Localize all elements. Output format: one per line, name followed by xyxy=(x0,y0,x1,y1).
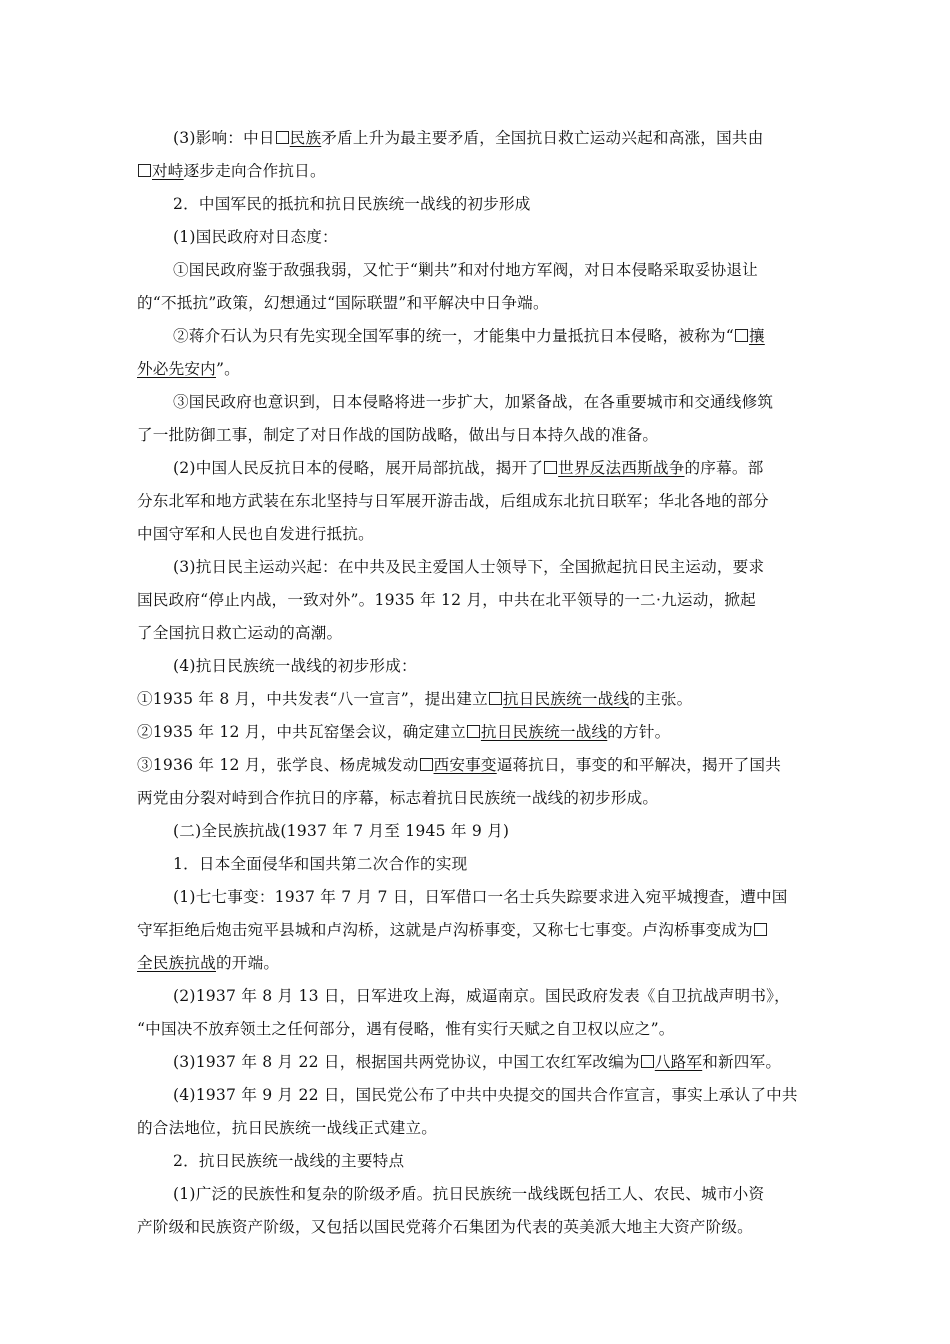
underlined-answer: 西安事变 xyxy=(433,756,497,774)
text-line xyxy=(137,359,813,379)
text-span: 逐步走向合作抗日。 xyxy=(183,162,326,180)
text-span: 的开端。 xyxy=(215,954,280,972)
answer-box-icon xyxy=(467,725,480,738)
text-span: 的主张。 xyxy=(629,690,693,708)
answer-box-icon xyxy=(544,461,557,474)
text-span: 国民政府“停止内战，一致对外”。1935 年 12 月，中共在北平领导的一二·九运动，掀起 xyxy=(137,591,756,609)
text-span: ①国民政府鉴于敌强我弱，又忙于“剿共”和对付地方军阀，对日本侵略采取妥协退让 xyxy=(173,261,758,279)
text-span: 逼蒋抗日，事变的和平解决，揭开了国共 xyxy=(496,756,782,774)
text-span: (3)抗日民主运动兴起：在中共及民主爱国人士领导下，全国掀起抗日民主运动，要求 xyxy=(173,558,765,576)
text-line xyxy=(137,590,813,610)
text-span: (2)1937 年 8 月 13 日，日军进攻上海，威逼南京。国民政府发表《自卫抗战声明书》， xyxy=(173,987,790,1005)
answer-box-icon xyxy=(138,164,151,177)
text-span: ③1936 年 12 月，张学良、杨虎城发动 xyxy=(137,756,419,774)
underlined-answer: 抗日民族统一战线 xyxy=(480,723,608,741)
text-line xyxy=(137,1118,813,1138)
text-span: 的方针。 xyxy=(607,723,671,741)
text-span: (2)中国人民反抗日本的侵略，展开局部抗战，揭开了 xyxy=(173,459,544,477)
underlined-answer: 民族 xyxy=(289,129,322,147)
underlined-answer: 八路军 xyxy=(654,1053,703,1071)
text-span: (4)1937 年 9 月 22 日，国民党公布了中共中央提交的国共合作宣言，事实上承认了中共 xyxy=(173,1086,798,1104)
text-span: 和新四军。 xyxy=(702,1053,782,1071)
text-line xyxy=(137,656,813,676)
text-span: 1．日本全面侵华和国共第二次合作的实现 xyxy=(173,855,468,873)
text-line xyxy=(137,1151,813,1171)
text-span: 矛盾上升为最主要矛盾，全国抗日救亡运动兴起和高涨，国共由 xyxy=(321,129,764,147)
text-span: ②1935 年 12 月，中共瓦窑堡会议，确定建立 xyxy=(137,723,466,741)
text-line xyxy=(137,1085,813,1105)
text-line xyxy=(137,1052,813,1072)
underlined-answer: 抗日民族统一战线 xyxy=(502,690,630,708)
text-span: (二)全民族抗战(1937 年 7 月至 1945 年 9 月) xyxy=(173,822,510,840)
text-span: 中国守军和人民也自发进行抵抗。 xyxy=(137,525,374,543)
text-line xyxy=(137,557,813,577)
text-line xyxy=(137,425,813,445)
text-span: (3)1937 年 8 月 22 日，根据国共两党协议，中国工农红军改编为 xyxy=(173,1053,640,1071)
text-line xyxy=(137,1019,813,1039)
text-span: 分东北军和地方武装在东北坚持与日军展开游击战，后组成东北抗日联军；华北各地的部分 xyxy=(137,492,769,510)
text-span: 的序幕。部 xyxy=(684,459,764,477)
text-line xyxy=(137,491,813,511)
text-line xyxy=(137,722,813,742)
text-line xyxy=(137,392,813,412)
text-span: 守军拒绝后炮击宛平县城和卢沟桥，这就是卢沟桥事变，又称七七事变。卢沟桥事变成为 xyxy=(137,921,753,939)
text-line xyxy=(137,623,813,643)
text-span: 2．中国军民的抵抗和抗日民族统一战线的初步形成 xyxy=(173,195,531,213)
underlined-answer: 外必先安内 xyxy=(137,360,216,378)
text-span: ”。 xyxy=(215,360,240,378)
text-line xyxy=(137,986,813,1006)
text-line xyxy=(137,854,813,874)
text-line xyxy=(137,788,813,808)
text-span: (4)抗日民族统一战线的初步形成： xyxy=(173,657,417,675)
answer-box-icon xyxy=(489,692,502,705)
text-line xyxy=(137,293,813,313)
text-span: (3)影响：中日 xyxy=(173,129,275,147)
answer-box-icon xyxy=(641,1055,654,1068)
text-line xyxy=(137,953,813,973)
text-line xyxy=(137,821,813,841)
text-line xyxy=(137,1184,813,1204)
text-span: (1)广泛的民族性和复杂的阶级矛盾。抗日民族统一战线既包括工人、农民、城市小资 xyxy=(173,1185,765,1203)
text-span: ②蒋介石认为只有先实现全国军事的统一，才能集中力量抵抗日本侵略，被称为“ xyxy=(173,327,734,345)
text-span: “中国决不放弃领土之任何部分，遇有侵略，惟有实行天赋之自卫权以应之”。 xyxy=(137,1020,675,1038)
text-line xyxy=(137,689,813,709)
text-span: 了全国抗日救亡运动的高潮。 xyxy=(137,624,343,642)
text-line xyxy=(137,755,813,775)
text-line xyxy=(137,920,813,940)
text-line xyxy=(137,1217,813,1237)
answer-box-icon xyxy=(754,923,767,936)
text-line xyxy=(137,887,813,907)
underlined-answer: 对峙 xyxy=(152,162,184,180)
answer-box-icon xyxy=(276,131,289,144)
text-span: (1)七七事变：1937 年 7 月 7 日，日军借口一名士兵失踪要求进入宛平城搜查，遭中国 xyxy=(173,888,788,906)
text-line xyxy=(137,326,813,346)
text-line xyxy=(137,458,813,478)
answer-box-icon xyxy=(735,329,748,342)
text-span: 的合法地位，抗日民族统一战线正式建立。 xyxy=(137,1119,438,1137)
text-span: ①1935 年 8 月，中共发表“八一宣言”，提出建立 xyxy=(137,690,488,708)
text-line xyxy=(137,128,813,148)
text-line xyxy=(137,161,813,181)
answer-box-icon xyxy=(420,758,433,771)
text-span: 2．抗日民族统一战线的主要特点 xyxy=(173,1152,405,1170)
text-span: (1)国民政府对日态度： xyxy=(173,228,338,246)
text-span: 产阶级和民族资产阶级，又包括以国民党蒋介石集团为代表的英美派大地主大资产阶级。 xyxy=(137,1218,753,1236)
text-line xyxy=(137,194,813,214)
text-line xyxy=(137,227,813,247)
underlined-answer: 世界反法西斯战争 xyxy=(558,459,685,477)
text-span: 的“不抵抗”政策，幻想通过“国际联盟”和平解决中日争端。 xyxy=(137,294,549,312)
underlined-answer: 攘 xyxy=(748,327,765,345)
text-line xyxy=(137,524,813,544)
text-span: 了一批防御工事，制定了对日作战的国防战略，做出与日本持久战的准备。 xyxy=(137,426,659,444)
underlined-answer: 全民族抗战 xyxy=(137,954,216,972)
text-line xyxy=(137,260,813,280)
text-span: 两党由分裂对峙到合作抗日的序幕，标志着抗日民族统一战线的初步形成。 xyxy=(137,789,659,807)
text-span: ③国民政府也意识到，日本侵略将进一步扩大，加紧备战，在各重要城市和交通线修筑 xyxy=(173,393,774,411)
